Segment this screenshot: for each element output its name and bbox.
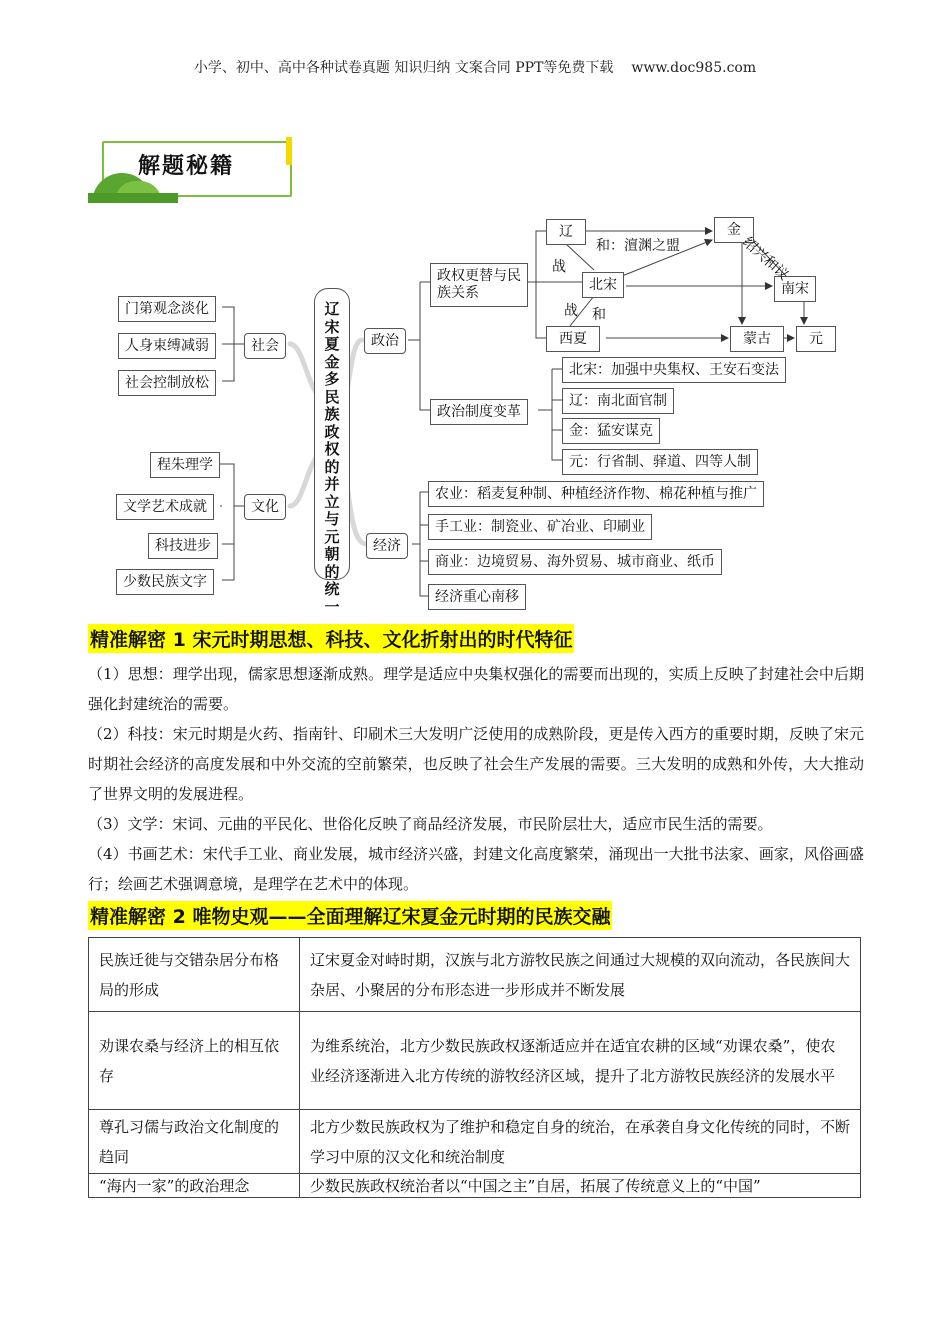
- section1-paragraph: （1）思想：理学出现，儒家思想逐渐成熟。理学是适应中央集权强化的需要而出现的，实质上反映了封建社会中后期强化封建统治的需要。: [88, 665, 864, 713]
- table-content: 辽宋夏金对峙时期，汉族与北方游牧民族之间通过大规模的双向流动，各民族间大杂居、小聚居的分布形态进一步形成并不断发展: [300, 938, 861, 1012]
- culture-item-4: 少数民族文字: [116, 569, 214, 595]
- table-content: 为维系统治，北方少数民族政权逐渐适应并在适宜农耕的区域“劝课农桑”，使农业经济逐渐进入北方传统的游牧经济区域，提升了北方游牧民族经济的发展水平: [300, 1012, 861, 1110]
- hill-base: [88, 193, 178, 203]
- table-row: [89, 1110, 861, 1174]
- table-content: 北方少数民族政权为了维护和稳定自身的统治，在承袭自身文化传统的同时，不断学习中原的汉文化和统治制度: [300, 1110, 861, 1174]
- edge-label-chanyuan: 和：澶渊之盟: [596, 238, 680, 254]
- curve-culture: [290, 455, 318, 506]
- edge-label-he: 和: [592, 307, 606, 323]
- society-item-1: 门第观念淡化: [118, 296, 216, 322]
- curve-economy: [346, 480, 366, 544]
- section1-title: 精准解密 1 宋元时期思想、科技、文化折射出的时代特征: [88, 624, 574, 653]
- culture-bracket: [220, 464, 244, 580]
- badge-title: 解题秘籍: [138, 154, 235, 179]
- state-jin: 金: [714, 217, 754, 243]
- table-content: 少数民族政权统治者以“中国之主”自居，拓展了传统意义上的“中国”: [300, 1174, 861, 1198]
- society-item-3: 社会控制放松: [118, 370, 216, 396]
- economy-item-1: 农业：稻麦复种制、种植经济作物、棉花种植与推广: [428, 481, 764, 507]
- state-xixia: 西夏: [546, 326, 600, 352]
- politics-node: 政治: [364, 328, 406, 354]
- section2-title: 精准解密 2 唯物史观——全面理解辽宋夏金元时期的民族交融: [88, 901, 612, 930]
- economy-node: 经济: [366, 533, 408, 559]
- culture-item-2: 文学艺术成就: [116, 494, 214, 520]
- edge-label-shaoxing: 绍兴和议: [739, 234, 792, 284]
- reform-item-4: 元：行省制、驿道、四等人制: [562, 449, 758, 475]
- state-beisong: 北宋: [582, 272, 624, 298]
- header-url[interactable]: www.doc985.com: [631, 60, 757, 76]
- center-topic: [314, 288, 350, 616]
- reform-item-2: 辽：南北面官制: [562, 388, 674, 414]
- table-topic: 民族迁徙与交错杂居分布格局的形成: [89, 938, 300, 1012]
- society-node: 社会: [244, 333, 286, 359]
- reform-item-1: 北宋：加强中央集权、王安石变法: [562, 357, 786, 383]
- relations-node: 政权更替与民族关系: [430, 263, 528, 307]
- beisong-xixia-line: [570, 296, 594, 326]
- curve-society: [290, 344, 318, 395]
- table-row: [89, 1012, 861, 1110]
- economy-item-2: 手工业：制瓷业、矿冶业、印刷业: [428, 514, 652, 540]
- relations-bracket: [522, 231, 582, 338]
- culture-node: 文化: [244, 494, 286, 520]
- state-nansong: 南宋: [774, 276, 816, 302]
- edge-label-zhan1: 战: [552, 259, 566, 275]
- badge-accent-bar: [286, 137, 292, 165]
- header-text: 小学、初中、高中各种试卷真题 知识归纳 文案合同 PPT等免费下载: [193, 60, 614, 76]
- state-liao: 辽: [546, 219, 586, 245]
- section1-paragraph: （4）书画艺术：宋代手工业、商业发展，城市经济兴盛，封建文化高度繁荣，涌现出一大批书法家、画家，风俗画盛行；绘画艺术强调意境，是理学在艺术中的体现。: [88, 845, 864, 893]
- mindmap: [0, 0, 950, 620]
- economy-bracket: [412, 492, 428, 596]
- section1-body: [88, 659, 864, 899]
- section-badge: [92, 137, 292, 203]
- page-header: [0, 57, 950, 77]
- table-row: [89, 938, 861, 1012]
- section1-paragraph: （3）文学：宋词、元曲的平民化、世俗化反映了商品经济发展，市民阶层壮大，适应市民生活的需要。: [88, 815, 773, 833]
- center-topic-text: 辽宋夏金多民族政权的并立与元朝的统一: [324, 300, 340, 616]
- jin-nansong-line: [752, 240, 786, 276]
- culture-item-3: 科技进步: [148, 533, 218, 559]
- state-yuan: 元: [796, 326, 836, 352]
- state-menggu: 蒙古: [730, 326, 784, 352]
- edge-label-zhan2: 战: [564, 303, 578, 319]
- table-row: [89, 1174, 861, 1198]
- liao-beisong-line: [566, 244, 594, 270]
- table-topic: “海内一家”的政治理念: [89, 1174, 300, 1198]
- section1-paragraph: （2）科技：宋元时期是火药、指南针、印刷术三大发明广泛使用的成熟阶段，更是传入西方的重要时期，反映了宋元时期社会经济的高度发展和中外交流的空前繁荣，也反映了社会生产发展的需要。三大发明的成熟和外传，大大推动了世界文明的发展进程。: [88, 725, 864, 803]
- curve-politics: [346, 340, 362, 395]
- society-item-2: 人身束缚减弱: [118, 333, 216, 359]
- beisong-jin-arrow: [622, 240, 712, 276]
- economy-item-4: 经济重心南移: [428, 584, 526, 610]
- reform-bracket: [538, 369, 562, 460]
- culture-item-1: 程朱理学: [150, 452, 220, 478]
- reform-node: 政治制度变革: [430, 399, 528, 425]
- reform-item-3: 金：猛安谋克: [562, 418, 660, 444]
- society-bracket: [222, 307, 244, 381]
- table-topic: 尊孔习儒与政治文化制度的趋同: [89, 1110, 300, 1174]
- fusion-table: [88, 937, 861, 1198]
- table-topic: 劝课农桑与经济上的相互依存: [89, 1012, 300, 1110]
- politics-bracket: [408, 282, 430, 410]
- economy-item-3: 商业：边境贸易、海外贸易、城市商业、纸币: [428, 549, 722, 575]
